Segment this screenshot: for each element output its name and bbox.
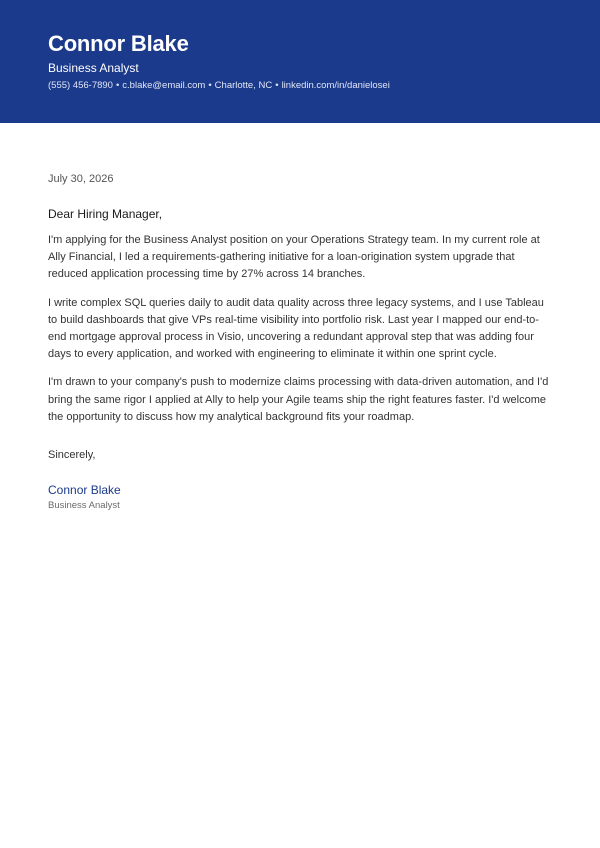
- contact-line: [48, 80, 390, 91]
- contact-separator: •: [275, 80, 279, 91]
- contact-location: Charlotte, NC: [214, 80, 273, 91]
- signature-title: Business Analyst: [48, 500, 120, 512]
- contact-linkedin[interactable]: linkedin.com/in/danielosei: [281, 80, 390, 91]
- paragraph-3: I'm drawn to your company's push to modernize claims processing with data-driven automation, and I'd bring the same rigor I applied at Ally to help your Agile teams ship the right features faster. I'd welcome the opportunity to discuss how my analytical background fits your roadmap.: [48, 376, 549, 423]
- contact-phone: (555) 456-7890: [48, 80, 113, 91]
- salutation: Dear Hiring Manager,: [48, 207, 163, 221]
- letter-body: [48, 172, 552, 512]
- header-banner: [0, 0, 600, 123]
- contact-email[interactable]: c.blake@email.com: [122, 80, 206, 91]
- contact-separator: •: [115, 80, 120, 91]
- candidate-name: Connor Blake: [48, 31, 189, 56]
- closing: Sincerely,: [48, 449, 96, 462]
- contact-separator: •: [208, 80, 212, 91]
- candidate-title: Business Analyst: [48, 61, 139, 75]
- paragraph-2: I write complex SQL queries daily to audit data quality across three legacy systems, and I use Tableau to build dashboards that give VPs real-time visibility into portfolio risk. Last year I mapped our end-to-end mortgage approval process in Visio, uncovering a redundant approval step that was adding four days to every application, and worked with engineering to eliminate it within one sprint cycle.: [48, 296, 544, 361]
- letter-date: July 30, 2026: [48, 173, 114, 185]
- paragraph-1: I'm applying for the Business Analyst position on your Operations Strategy team. In my current role at Ally Financial, I led a requirements-gathering initiative for a loan-origination system upgrade that reduced application processing time by 27% across 14 branches.: [48, 234, 540, 281]
- signature-name: Connor Blake: [48, 483, 121, 498]
